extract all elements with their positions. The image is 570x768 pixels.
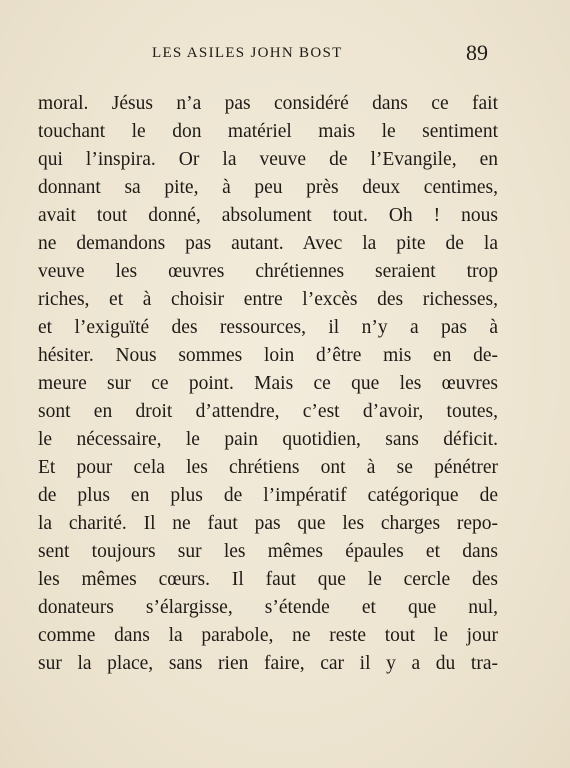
text-line: et l’exiguïté des ressources, il n’y a pas à	[38, 317, 498, 338]
text-line: Et pour cela les chrétiens ont à se pénétrer	[38, 457, 498, 478]
text-line: le nécessaire, le pain quotidien, sans déficit.	[38, 429, 498, 450]
text-line: sent toujours sur les mêmes épaules et dans	[38, 541, 498, 562]
text-line: sont en droit d’attendre, c’est d’avoir, toutes,	[38, 401, 498, 422]
body-text	[38, 90, 498, 678]
text-line: les mêmes cœurs. Il faut que le cercle des	[38, 569, 498, 590]
text-line: de plus en plus de l’impératif catégorique de	[38, 485, 498, 506]
text-line: donnant sa pite, à peu près deux centimes,	[38, 177, 498, 198]
running-head	[0, 40, 570, 66]
text-line: donateurs s’élargisse, s’étende et que nul,	[38, 597, 498, 618]
text-line: moral. Jésus n’a pas considéré dans ce fait	[38, 93, 498, 114]
text-line: meure sur ce point. Mais ce que les œuvres	[38, 373, 498, 394]
page-number: 89	[466, 40, 488, 65]
text-line: ne demandons pas autant. Avec la pite de la	[38, 233, 498, 254]
text-line: touchant le don matériel mais le sentiment	[38, 121, 498, 142]
running-title: LES ASILES JOHN BOST	[152, 45, 343, 61]
text-line: comme dans la parabole, ne reste tout le jour	[38, 625, 498, 646]
text-line: hésiter. Nous sommes loin d’être mis en de-	[38, 345, 498, 366]
text-line: la charité. Il ne faut pas que les charges repo-	[38, 513, 498, 534]
text-line: veuve les œuvres chrétiennes seraient trop	[38, 261, 498, 282]
text-line: riches, et à choisir entre l’excès des richesses,	[38, 289, 498, 310]
text-line: qui l’inspira. Or la veuve de l’Evangile, en	[38, 149, 498, 170]
text-line: sur la place, sans rien faire, car il y a du tra-	[38, 653, 498, 674]
text-line: avait tout donné, absolument tout. Oh ! nous	[38, 205, 498, 226]
